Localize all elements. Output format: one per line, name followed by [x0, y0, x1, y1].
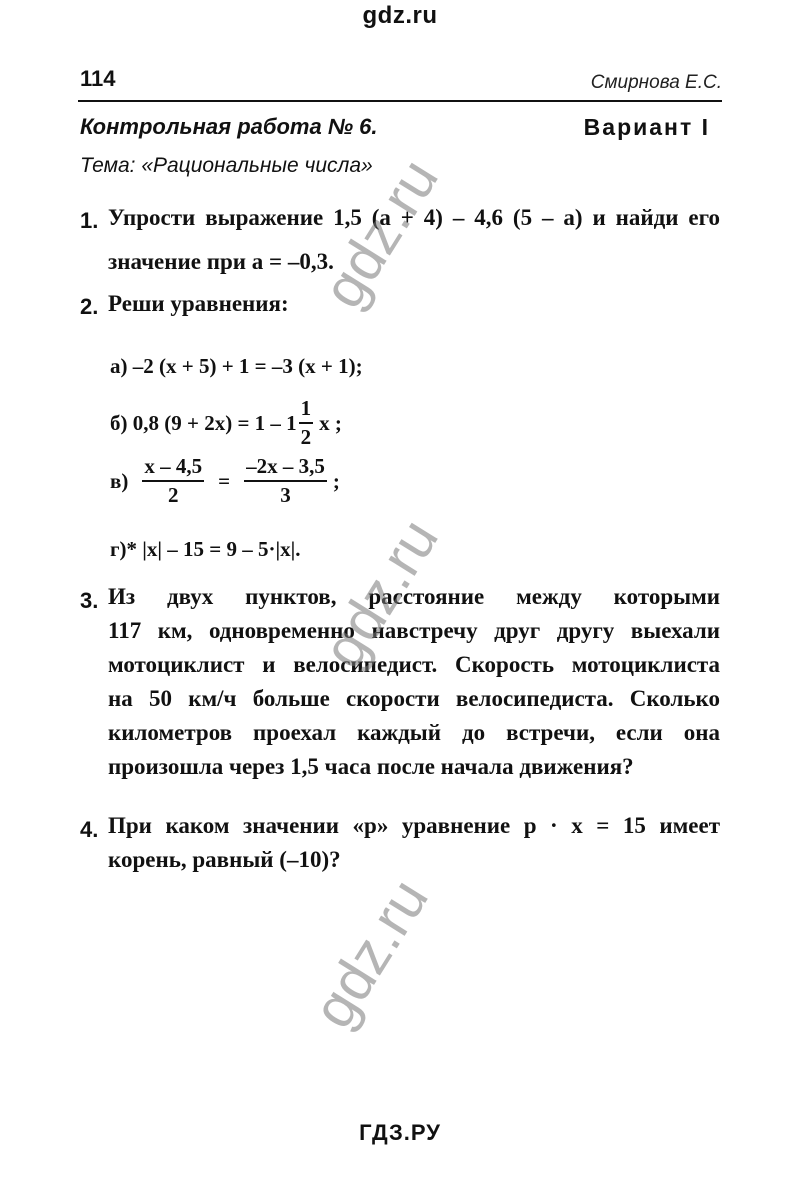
site-footer-logo: ГДЗ.РУ	[359, 1120, 441, 1145]
task-3-line-4: на 50 км/ч больше скорости велосипедиста. Сколько	[108, 686, 720, 711]
equation-v-fraction-2	[244, 456, 327, 506]
header-divider	[78, 100, 722, 102]
watermark-1: gdz.ru	[310, 147, 451, 320]
work-title: Контрольная работа № 6.	[80, 114, 378, 139]
equation-a: а) –2 (x + 5) + 1 = –3 (x + 1);	[110, 354, 363, 378]
equation-b-fraction	[299, 398, 314, 448]
equation-b-fraction-numerator: 1	[299, 398, 314, 424]
equation-v-fraction-1-numerator: x – 4,5	[142, 456, 204, 482]
equation-b-suffix: x ;	[319, 410, 342, 435]
topic: Тема: «Рациональные числа»	[80, 154, 373, 177]
task-3-line-3: мотоциклист и велосипедист. Скорость мотоциклиста	[108, 652, 720, 677]
task-3-number: 3.	[80, 588, 99, 613]
variant-label: Вариант I	[583, 114, 710, 140]
task-3-line-5: километров проехал каждый до встречи, если она	[108, 720, 720, 745]
task-4-number: 4.	[80, 817, 99, 842]
equation-b-prefix: б) 0,8 (9 + 2x) = 1 – 1	[110, 410, 297, 435]
watermark-3: gdz.ru	[300, 867, 441, 1040]
task-2-title: Реши уравнения:	[108, 291, 289, 316]
task-1-number: 1.	[80, 208, 99, 233]
author: Смирнова Е.С.	[590, 72, 722, 93]
equation-v-fraction-2-numerator: –2x – 3,5	[244, 456, 327, 482]
task-1-line-2: значение при a = –0,3.	[108, 249, 334, 274]
task-3-line-2: 117 км, одновременно навстречу друг другу выехали	[108, 618, 720, 643]
site-header-logo: gdz.ru	[362, 2, 438, 29]
task-4-line-2: корень, равный (–10)?	[108, 847, 341, 872]
equation-v	[110, 456, 340, 506]
task-3-line-1: Из двух пунктов, расстояние между которыми	[108, 584, 720, 609]
page-number: 114	[80, 66, 116, 91]
watermark-2: gdz.ru	[310, 507, 451, 680]
equation-g: г)* |x| – 15 = 9 – 5·|x|.	[110, 537, 301, 561]
equation-v-fraction-1-denominator: 2	[167, 483, 179, 507]
task-1-line-1: Упрости выражение 1,5 (a + 4) – 4,6 (5 – a) и найди его	[108, 205, 720, 230]
equation-v-fraction-2-denominator: 3	[280, 483, 291, 507]
task-3-line-6: произошла через 1,5 часа после начала движения?	[108, 754, 634, 779]
equation-v-fraction-1	[142, 456, 204, 506]
equation-v-equals: =	[218, 468, 231, 493]
equation-v-end: ;	[332, 468, 340, 493]
task-2-number: 2.	[80, 294, 99, 319]
equation-b	[110, 398, 342, 448]
equation-b-fraction-denominator: 2	[300, 425, 312, 449]
task-4-line-1: При каком значении «p» уравнение p · x = 15 имеет	[108, 813, 720, 838]
equation-v-label: в)	[110, 468, 129, 493]
